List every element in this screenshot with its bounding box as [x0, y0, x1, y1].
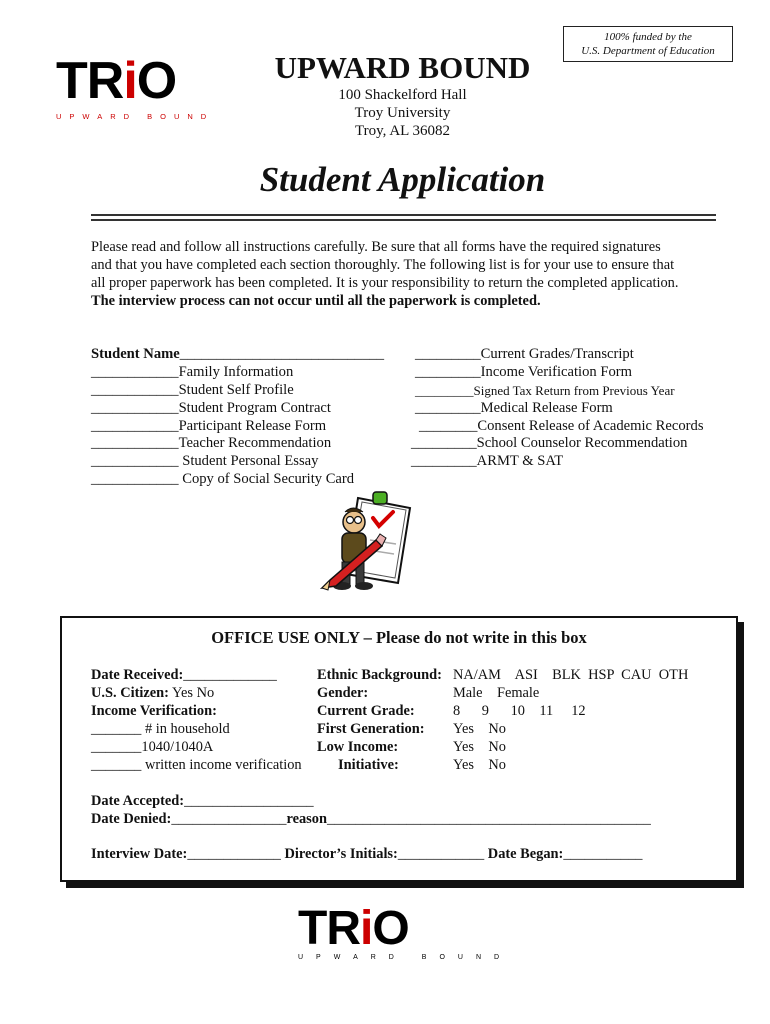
date-accepted-label: Date Accepted: — [91, 793, 185, 809]
us-citizen-options: Yes No — [172, 685, 215, 701]
director-initials-blank: ____________ — [397, 846, 485, 862]
logo-subtitle: UPWARD BOUND — [56, 112, 215, 121]
first-generation-label: First Generation: — [317, 721, 425, 737]
title-rule-bottom — [91, 219, 716, 221]
checklist-left-item: ____________Participant Release Form — [91, 418, 327, 434]
form-1040-field[interactable]: _______1040/1040A — [91, 739, 214, 755]
checklist-right-item: _________Medical Release Form — [415, 400, 613, 416]
date-received-field[interactable] — [91, 667, 277, 684]
checklist-right-item: _________Income Verification Form — [415, 364, 632, 380]
office-use-title: OFFICE USE ONLY – Please do not write in this box — [211, 628, 587, 647]
date-began-label: Date Began: — [487, 846, 564, 862]
checklist-right-item: _________ARMT & SAT — [411, 453, 564, 469]
date-denied-label: Date Denied: — [91, 811, 172, 827]
address-line-2: Troy University — [354, 105, 451, 121]
date-received-label: Date Received: — [91, 667, 184, 683]
logo-bottom-text-o: O — [372, 902, 409, 955]
reason-blank: _____________________________________________ — [326, 811, 651, 827]
checklist-right-item: _________Signed Tax Return from Previous Year — [415, 383, 675, 398]
low-income-label: Low Income: — [317, 739, 399, 755]
logo-bottom-text-tr: TR — [298, 902, 360, 955]
reason-label: reason — [286, 811, 327, 827]
checklist-left-item: ____________ Copy of Social Security Card — [91, 471, 355, 487]
interview-row[interactable] — [91, 846, 643, 863]
checklist-right-item: ________Consent Release of Academic Records — [419, 418, 704, 434]
initiative-label: Initiative: — [338, 757, 399, 773]
date-began-blank: ___________ — [563, 846, 643, 862]
student-name-blank: ____________________________ — [179, 346, 385, 362]
checklist-left-item: ____________Family Information — [91, 364, 294, 380]
intro-line-1: Please read and follow all instructions carefully. Be sure that all forms have the required signatures — [91, 239, 661, 255]
program-title: UPWARD BOUND — [274, 50, 531, 85]
first-generation-options[interactable]: Yes No — [453, 721, 506, 737]
title-rule-top — [91, 214, 716, 216]
checklist-left-item: ____________Teacher Recommendation — [91, 435, 332, 451]
us-citizen-field[interactable] — [91, 685, 214, 702]
grade-options[interactable]: 8 9 10 11 12 — [453, 703, 586, 719]
logo-text-o: O — [136, 52, 177, 110]
student-name-field[interactable] — [91, 346, 384, 363]
current-grade-label: Current Grade: — [317, 703, 415, 719]
logo-bottom-text-i: i — [359, 902, 373, 955]
gender-label: Gender: — [317, 685, 369, 701]
income-verification-label: Income Verification: — [91, 703, 217, 719]
household-field[interactable]: _______ # in household — [91, 721, 230, 737]
logo-bottom-subtitle: UPWARD BOUND — [298, 954, 513, 961]
ethnic-options[interactable]: NA/AM ASI BLK HSP CAU OTH — [453, 667, 689, 683]
date-accepted-blank: __________________ — [184, 793, 314, 809]
director-initials-label: Director’s Initials: — [284, 846, 398, 862]
written-income-field[interactable]: _______ written income verification — [91, 757, 302, 773]
date-accepted-field[interactable] — [91, 793, 314, 810]
trio-logo-bottom — [298, 902, 513, 961]
initiative-options[interactable]: Yes No — [453, 757, 506, 773]
address-line-1: 100 Shackelford Hall — [338, 87, 467, 103]
date-denied-field[interactable] — [91, 811, 651, 828]
date-received-blank: _____________ — [183, 667, 277, 683]
checklist-left-item: ____________Student Program Contract — [91, 400, 331, 416]
ethnic-label: Ethnic Background: — [317, 667, 442, 683]
intro-line-3: all proper paperwork has been completed. It is your responsibility to return the completed application. — [91, 275, 679, 291]
gender-options[interactable]: Male Female — [453, 685, 540, 701]
address-line-3: Troy, AL 36082 — [354, 123, 451, 139]
low-income-options[interactable]: Yes No — [453, 739, 506, 755]
funding-line-1: 100% funded by the — [604, 31, 692, 43]
date-denied-blank: ________________ — [171, 811, 287, 827]
interview-date-label: Interview Date: — [91, 846, 188, 862]
checklist-right-item: _________School Counselor Recommendation — [411, 435, 688, 451]
intro-line-2: and that you have completed each section thoroughly. The following list is for your use to ensure that — [91, 257, 675, 273]
us-citizen-label: U.S. Citizen: — [91, 685, 169, 701]
checklist-right-item: _________Current Grades/Transcript — [415, 346, 634, 362]
checklist-left-item: ____________ Student Personal Essay — [91, 453, 319, 469]
interview-date-blank: _____________ — [187, 846, 281, 862]
logo-text-i: i — [123, 52, 137, 110]
checklist-left-item: ____________Student Self Profile — [91, 382, 294, 398]
logo-text-tr: TR — [56, 52, 124, 110]
funding-line-2: U.S. Department of Education — [581, 45, 715, 57]
student-name-label: Student Name — [91, 346, 180, 362]
application-title: Student Application — [259, 160, 546, 199]
clipboard-pencil-illustration — [318, 488, 418, 596]
intro-line-4: The interview process can not occur until all the paperwork is completed. — [91, 293, 541, 309]
